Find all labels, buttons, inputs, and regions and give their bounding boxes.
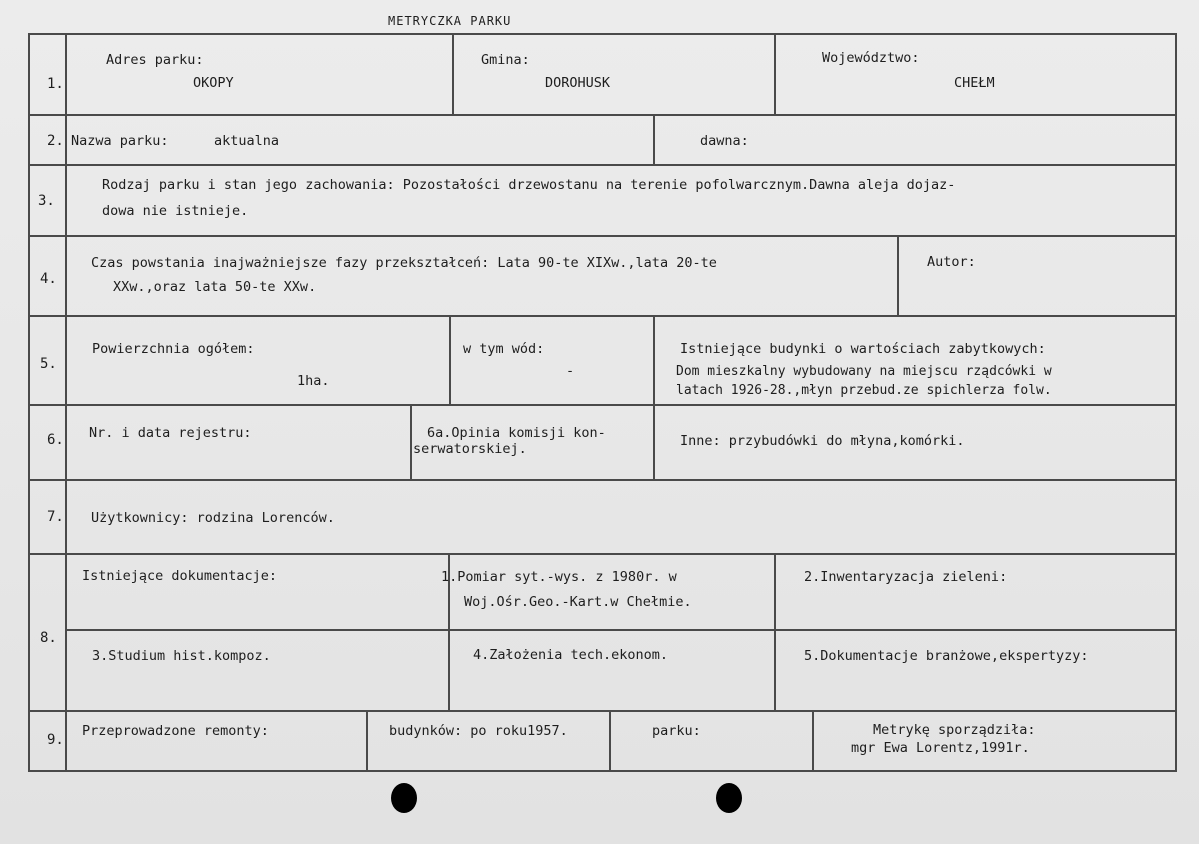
park-type-text-cont: dowa nie istnieje. bbox=[102, 203, 249, 219]
row-number: 7. bbox=[47, 509, 64, 525]
documentation-label: Istniejące dokumentacje: bbox=[82, 568, 278, 584]
grid-line bbox=[897, 235, 899, 317]
row-number: 2. bbox=[47, 133, 64, 149]
row-number: 8. bbox=[40, 630, 57, 646]
grid-line bbox=[774, 553, 776, 712]
grid-line bbox=[65, 33, 67, 772]
water-area-label: w tym wód: bbox=[463, 341, 545, 357]
grid-line bbox=[28, 33, 1176, 35]
grid-line bbox=[28, 770, 1176, 772]
survey-doc-text: 1.Pomiar syt.-wys. z 1980r. w bbox=[441, 569, 677, 585]
grid-line bbox=[66, 629, 1176, 631]
historic-buildings-label: Istniejące budynki o wartościach zabytkowych: bbox=[680, 341, 1046, 357]
historic-buildings-text: Dom mieszkalny wybudowany na miejscu rządcówki w bbox=[676, 364, 1052, 379]
grid-line bbox=[28, 404, 1176, 406]
grid-line bbox=[449, 315, 451, 406]
grid-line bbox=[653, 315, 655, 406]
industry-docs-label: 5.Dokumentacje branżowe,ekspertyzy: bbox=[804, 648, 1089, 664]
tech-economic-label: 4.Założenia tech.ekonom. bbox=[473, 647, 669, 663]
water-area-value: - bbox=[566, 363, 575, 379]
grid-line bbox=[28, 479, 1176, 481]
grid-line bbox=[774, 33, 776, 116]
creation-time-text: Czas powstania inajważniejsze fazy przekształceń: Lata 90-te XIXw.,lata 20-te bbox=[91, 255, 717, 271]
register-label: Nr. i data rejestru: bbox=[89, 425, 252, 441]
historic-buildings-text-cont: latach 1926-28.,młyn przebud.ze spichlerza folw. bbox=[676, 383, 1052, 398]
survey-doc-text-cont: Woj.Ośr.Geo.-Kart.w Chełmie. bbox=[464, 594, 692, 610]
renovations-label: Przeprowadzone remonty: bbox=[82, 723, 269, 739]
grid-line bbox=[366, 710, 368, 772]
commune-value: DOROHUSK bbox=[545, 75, 611, 91]
grid-line bbox=[28, 235, 1176, 237]
address-value: OKOPY bbox=[193, 75, 234, 91]
row-number: 6. bbox=[47, 432, 64, 448]
grid-line bbox=[609, 710, 611, 772]
prepared-by-label: Metrykę sporządziła: bbox=[873, 722, 1036, 738]
commune-label: Gmina: bbox=[481, 52, 530, 68]
grid-line bbox=[653, 404, 655, 481]
grid-line bbox=[28, 315, 1176, 317]
users-text: Użytkownicy: rodzina Lorenców. bbox=[91, 510, 335, 526]
grid-line bbox=[812, 710, 814, 772]
author-label: Autor: bbox=[927, 254, 976, 270]
greenery-inventory-label: 2.Inwentaryzacja zieleni: bbox=[804, 569, 1008, 585]
grid-line bbox=[28, 553, 1176, 555]
historical-study-label: 3.Studium hist.kompoz. bbox=[92, 648, 271, 664]
punch-hole-right bbox=[716, 783, 742, 813]
row-number: 9. bbox=[47, 732, 64, 748]
total-area-value: 1ha. bbox=[297, 373, 330, 389]
park-type-text: Rodzaj parku i stan jego zachowania: Pozostałości drzewostanu na terenie pofolwarcznym.Dawna aleja dojaz- bbox=[102, 177, 956, 193]
buildings-renovation-text: budynków: po roku1957. bbox=[389, 723, 568, 739]
current-name-label: aktualna bbox=[214, 133, 280, 149]
conservation-opinion-label-cont: serwatorskiej. bbox=[413, 441, 527, 457]
row-number: 4. bbox=[40, 271, 57, 287]
park-renovation-label: parku: bbox=[652, 723, 701, 739]
punch-hole-left bbox=[391, 783, 417, 813]
voivodeship-label: Województwo: bbox=[822, 50, 920, 66]
grid-line bbox=[1175, 33, 1177, 772]
address-label: Adres parku: bbox=[106, 52, 204, 68]
grid-line bbox=[28, 164, 1176, 166]
grid-line bbox=[452, 33, 454, 116]
grid-line bbox=[28, 33, 30, 772]
form-title: METRYCZKA PARKU bbox=[388, 14, 512, 28]
other-buildings-text: Inne: przybudówki do młyna,komórki. bbox=[680, 433, 965, 449]
grid-line bbox=[28, 114, 1176, 116]
row-number: 1. bbox=[47, 76, 64, 92]
grid-line bbox=[28, 710, 1176, 712]
creation-time-text-cont: XXw.,oraz lata 50-te XXw. bbox=[113, 279, 317, 295]
prepared-by-value: mgr Ewa Lorentz,1991r. bbox=[851, 740, 1030, 756]
voivodeship-value: CHEŁM bbox=[954, 75, 995, 91]
total-area-label: Powierzchnia ogółem: bbox=[92, 341, 255, 357]
row-number: 3. bbox=[38, 193, 55, 209]
park-name-label: Nazwa parku: bbox=[71, 133, 169, 149]
row-number: 5. bbox=[40, 356, 57, 372]
conservation-opinion-label: 6a.Opinia komisji kon- bbox=[427, 425, 606, 441]
grid-line bbox=[410, 404, 412, 481]
former-name-label: dawna: bbox=[700, 133, 749, 149]
grid-line bbox=[653, 114, 655, 166]
